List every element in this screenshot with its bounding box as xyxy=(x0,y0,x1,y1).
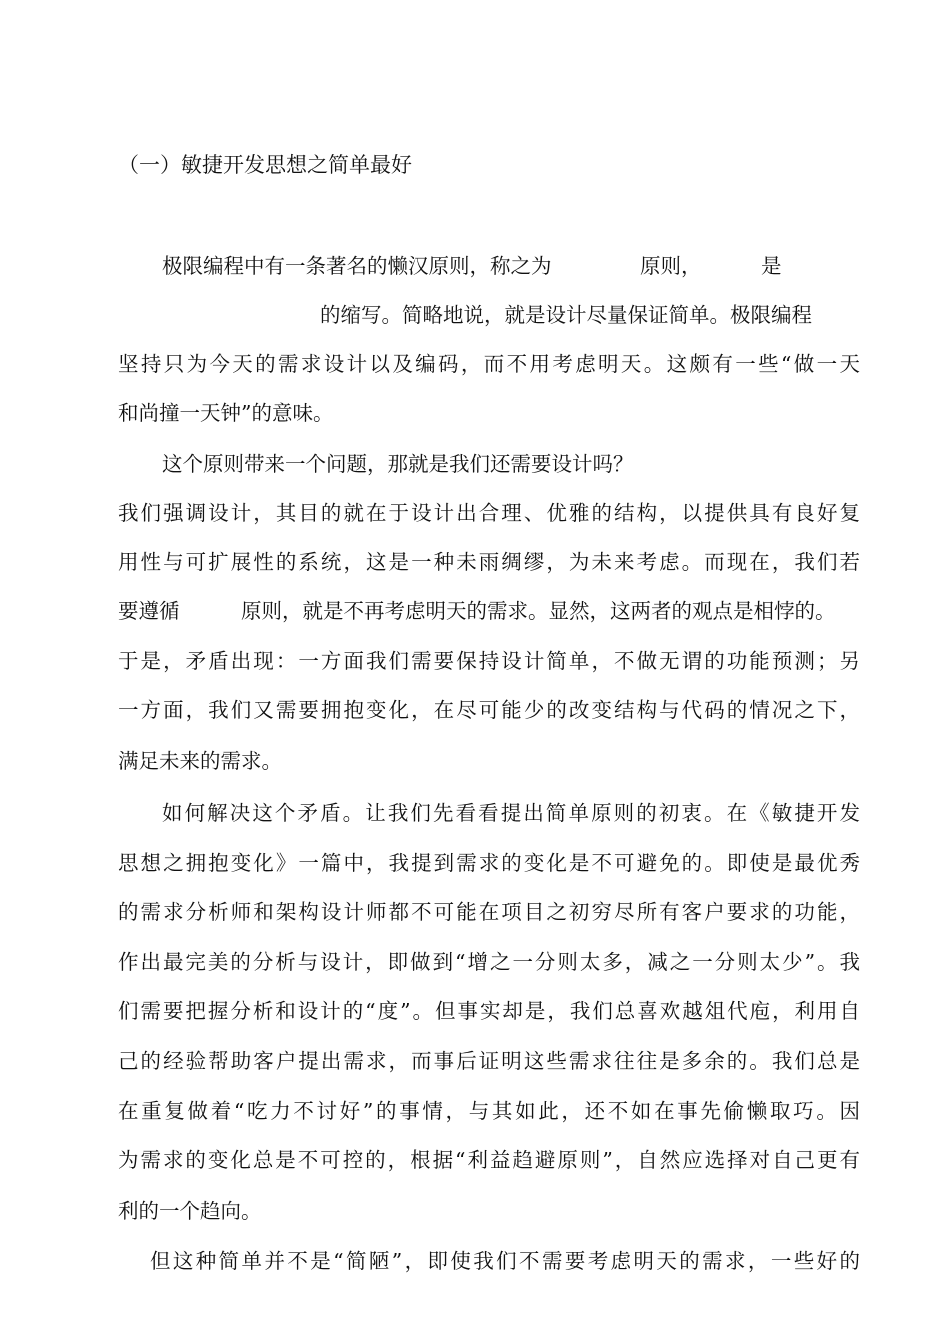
paragraph-line: 思想之拥抱变化》一篇中，我提到需求的变化是不可避免的。即使是最优秀 xyxy=(118,851,860,875)
paragraph-line: 用性与可扩展性的系统，这是一种未雨绸缪，为未来考虑。而现在，我们若 xyxy=(118,550,860,574)
paragraph-line: 利的一个趋向。 xyxy=(118,1199,262,1223)
paragraph-line: 为需求的变化总是不可控的，根据“利益趋避原则”，自然应选择对自己更有 xyxy=(118,1148,860,1172)
text-segment: 的缩写。简略地说，就是设计尽量保证简单。极限编程 xyxy=(320,303,812,327)
paragraph-line: 坚持只为今天的需求设计以及编码，而不用考虑明天。这颇有一些“做一天 xyxy=(118,352,860,376)
paragraph-line: 一方面，我们又需要拥抱变化，在尽可能少的改变结构与代码的情况之下， xyxy=(118,698,860,722)
paragraph-line xyxy=(118,300,860,330)
paragraph-line: 但这种简单并不是“简陋”，即使我们不需要考虑明天的需求，一些好的 xyxy=(150,1249,860,1273)
paragraph-line: 于是，矛盾出现：一方面我们需要保持设计简单，不做无谓的功能预测；另 xyxy=(118,649,860,673)
text-segment: 是 xyxy=(761,254,782,278)
text-segment: 原则，就是不再考虑明天的需求。显然，这两者的观点是相悖的。 xyxy=(241,599,836,623)
paragraph-line: 满足未来的需求。 xyxy=(118,749,282,773)
paragraph-line: 如何解决这个矛盾。让我们先看看提出简单原则的初衷。在《敏捷开发 xyxy=(162,801,860,825)
paragraph-line xyxy=(118,596,860,626)
text-segment: 要遵循 xyxy=(118,599,180,623)
paragraph-line: 己的经验帮助客户提出需求，而事后证明这些需求往往是多余的。我们总是 xyxy=(118,1049,860,1073)
paragraph-line xyxy=(118,251,860,281)
paragraph-line: 在重复做着“吃力不讨好”的事情，与其如此，还不如在事先偷懒取巧。因 xyxy=(118,1099,860,1123)
section-heading: （一）敏捷开发思想之简单最好 xyxy=(118,153,412,177)
paragraph-line: 和尚撞一天钟”的意味。 xyxy=(118,401,334,425)
text-segment: 原则， xyxy=(640,254,702,278)
paragraph-line: 作出最完美的分析与设计，即做到“增之一分则太多，减之一分则太少”。我 xyxy=(118,950,860,974)
text-segment: 极限编程中有一条著名的懒汉原则，称之为 xyxy=(162,254,552,278)
paragraph-line: 的需求分析师和架构设计师都不可能在项目之初穷尽所有客户要求的功能， xyxy=(118,900,860,924)
paragraph-line: 们需要把握分析和设计的“度”。但事实却是，我们总喜欢越俎代庖，利用自 xyxy=(118,999,860,1023)
paragraph-line: 我们强调设计，其目的就在于设计出合理、优雅的结构，以提供具有良好复 xyxy=(118,501,860,525)
paragraph-line: 这个原则带来一个问题，那就是我们还需要设计吗？ xyxy=(162,452,634,476)
